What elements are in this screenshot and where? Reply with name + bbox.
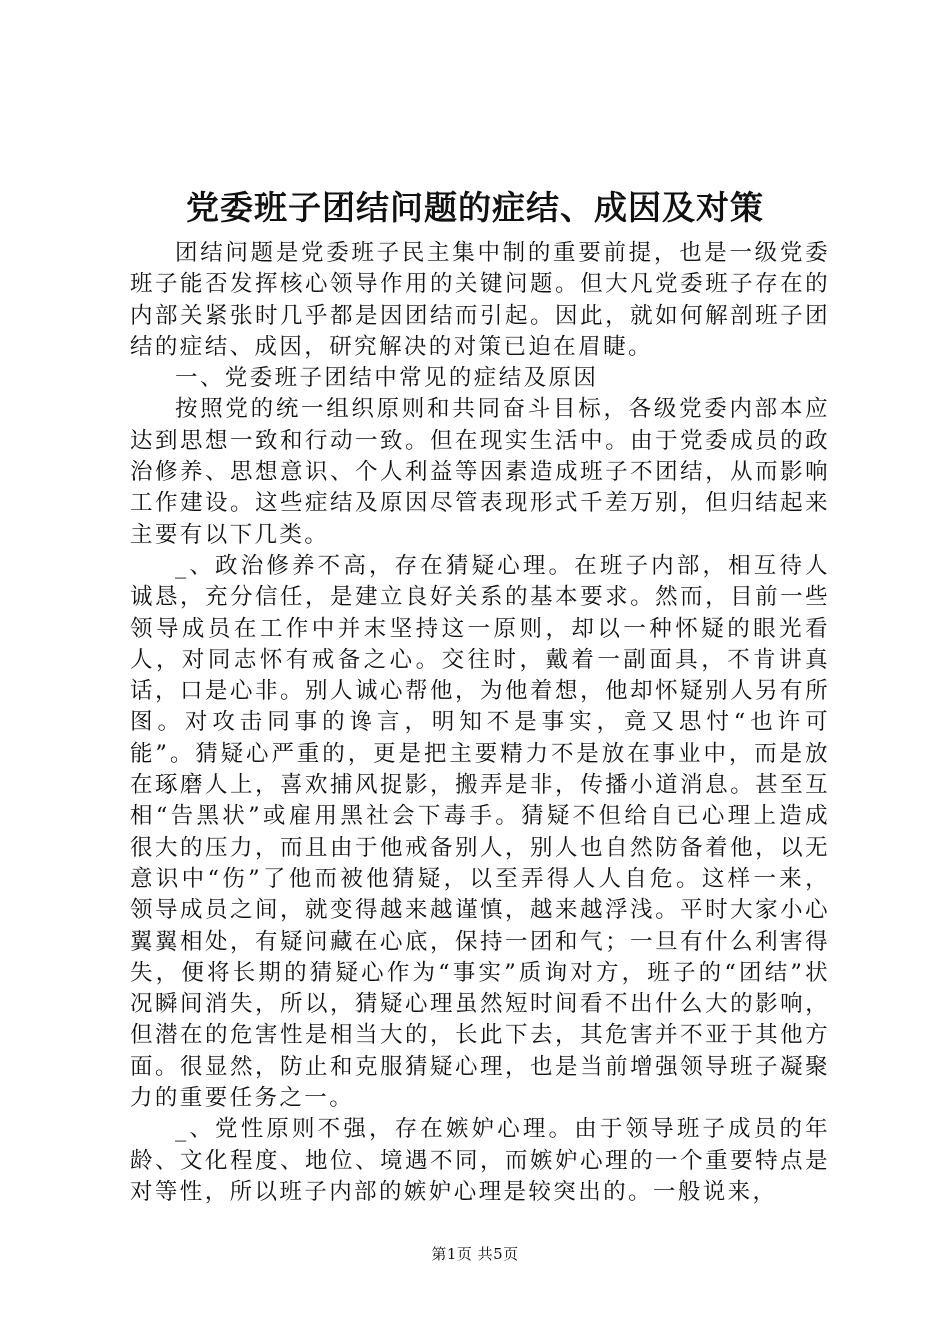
paragraph-suspicion: _、政治修养不高，存在猜疑心理。在班子内部，相互待人诚恳，充分信任，是建立良好关系的基本要求。然而，目前一些领导成员在工作中并末坚持这一原则，却以一种怀疑的眼光看人，对同志怀有戒备之心。交往时，戴着一副面具，不肯讲真话，口是心非。别人诚心帮他，为他着想，他却怀疑别人另有所图。对攻击同事的谗言，明知不是事实，竟又思忖“也许可能”。猜疑心严重的，更是把主要精力不是放在事业中，而是放在琢磨人上，喜欢捕风捉影，搬弄是非，传播小道消息。甚至互相“告黑状”或雇用黑社会下毒手。猜疑不但给自已心理上造成很大的压力，而且由于他戒备别人，别人也自然防备着他，以无意识中“伤”了他而被他猜疑，以至弄得人人自危。这样一来，领导成员之间，就变得越来越谨慎，越来越浮浅。平时大家小心翼翼相处，有疑问藏在心底，保持一团和气；一旦有什么利害得失，便将长期的猜疑心作为“事实”质询对方，班子的“团结”状况瞬间消失，所以，猜疑心理虽然短时间看不出什么大的影响，但潜在的危害性是相当大的，长此下去，其危害并不亚于其他方面。很显然，防止和克服猜疑心理，也是当前增强领导班子凝聚力的重要任务之一。 <box>130 552 830 1112</box>
paragraph-intro: 团结问题是党委班子民主集中制的重要前提，也是一级党委班子能否发挥核心领导作用的关键问题。但大凡党委班子存在的内部关紧张时几乎都是因团结而引起。因此，就如何解剖班子团结的症结、成因，研究解决的对策已迫在眉睫。 <box>130 240 830 360</box>
document-body <box>130 238 830 1208</box>
paragraph-jealousy: _、党性原则不强，存在嫉妒心理。由于领导班子成员的年龄、文化程度、地位、境遇不同，而嫉妒心理的一个重要特点是对等性，所以班子内部的嫉妒心理是较突出的。一般说来， <box>130 1116 830 1205</box>
section-heading-1: 一、党委班子团结中常见的症结及原因 <box>175 365 599 392</box>
document-title: 党委班子团结问题的症结、成因及对策 <box>186 188 764 227</box>
paragraph-section-1-intro: 按照党的统一组织原则和共同奋斗目标，各级党委内部本应达到思想一致和行动一致。但在现实生活中。由于党委成员的政治修养、思想意识、个人利益等因素造成班子不团结，从而影响工作建设。这些症结及原因尽管表现形式千差万别，但归结起来主要有以下几类。 <box>130 396 830 548</box>
page-number-footer: 第1页 共5页 <box>431 1245 519 1263</box>
